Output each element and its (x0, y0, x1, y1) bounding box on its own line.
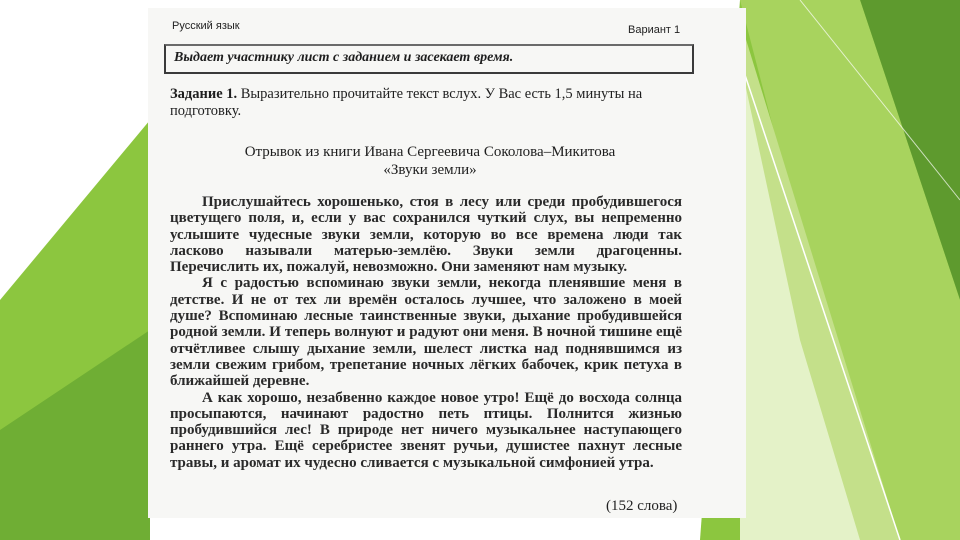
excerpt-title-line1: Отрывок из книги Ивана Сергеевича Соколова–Микитова (244, 144, 616, 160)
paragraph-1: Прислушайтесь хорошенько, стоя в лесу или среди пробудившегося цветущего поля, и, если у вас сохранился чуткий слух, вы непременно услышите чудесные звуки земли, которую во все времена люди так ласково называли матерью-землёю. Звуки земли драгоценны. Перечислить их, пожалуй, невозможно. Они заменяют нам музыку. (170, 194, 682, 276)
subject-header: Русский язык (172, 20, 240, 32)
paragraph-3: А как хорошо, незабвенно каждое новое утро! Ещё до восхода солнца просыпаются, начинают радостно петь птицы. Полнится жизнью пробудившийся лес! В природе нет ничего музыкальнее наступающего раннего утра. Ещё серебристее звенят ручьи, душистее пахнут лесные травы, и аромат их чудесно сливается с музыкальной симфонией утра. (170, 389, 682, 471)
instruction-text: Выдает участнику лист с заданием и засекает время. (174, 50, 514, 65)
excerpt-title (170, 143, 690, 179)
excerpt-title-line2: «Звуки земли» (383, 162, 477, 178)
task-label: Задание 1. (170, 86, 238, 102)
excerpt-body (170, 194, 682, 471)
task-text: Выразительно прочитайте текст вслух. У Вас есть 1,5 минуты на подготовку. (170, 86, 643, 119)
paragraph-2: Я с радостью вспоминаю звуки земли, некогда пленявшие меня в детстве. И не от тех ли времён осталось лучшее, что заложено в моей душе? Вспоминаю лесные таинственные звуки, дыхание пробудившейся родной земли. И теперь волнуют и радуют они меня. В ночной тишине ещё отчётливее слышу дыхание земли, шелест листка над поднявшимся из земли свежим грибом, трепетание ночных лёгких бабочек, крик петуха в ближайшей деревне. (170, 275, 682, 390)
word-count: (152 слова) (606, 498, 678, 514)
scanned-document-page (148, 8, 746, 518)
variant-header: Вариант 1 (628, 24, 681, 36)
task-statement (170, 86, 690, 120)
instruction-box (164, 44, 694, 74)
